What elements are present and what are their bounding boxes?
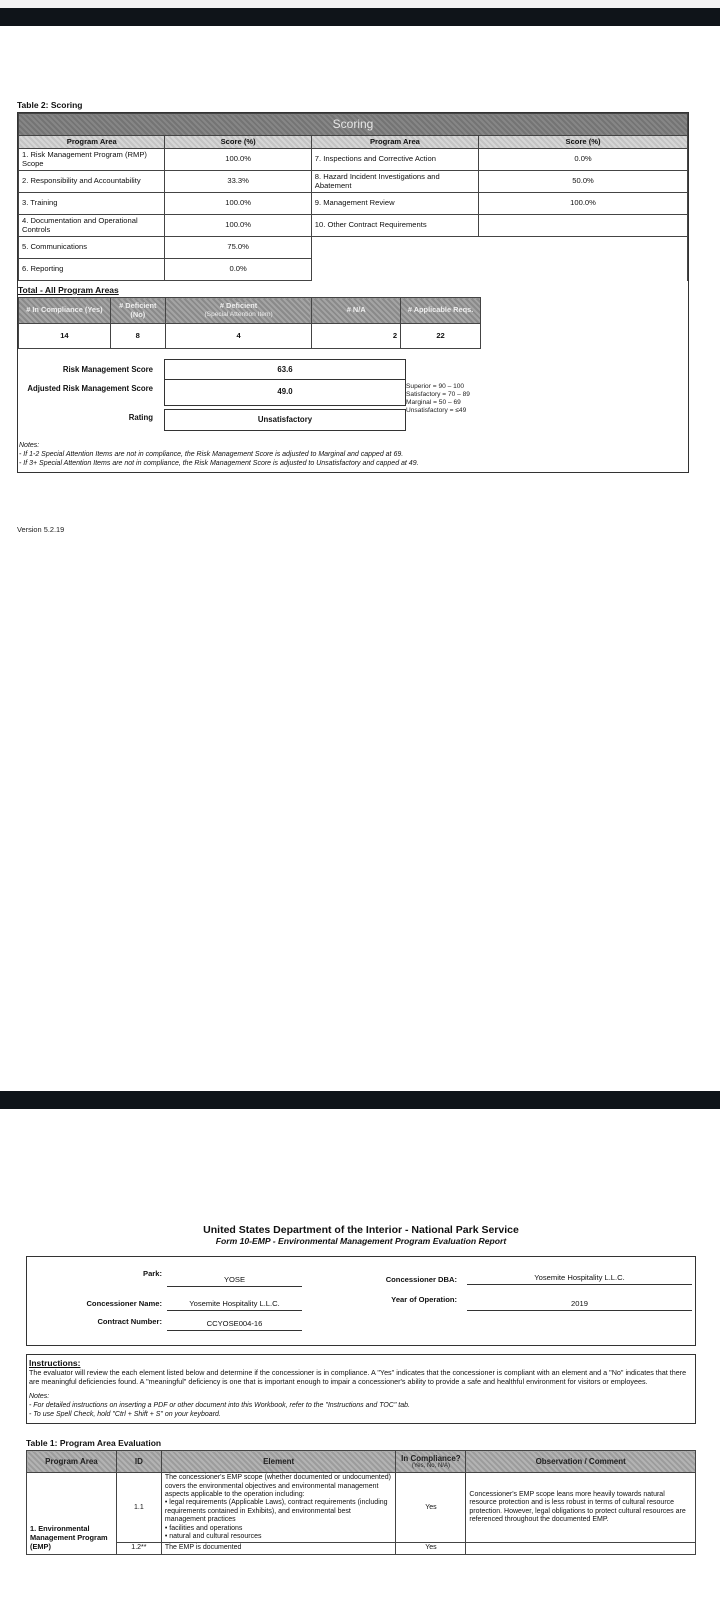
program-area-name: 10. Other Contract Requirements — [311, 215, 478, 237]
list-item — [165, 1525, 393, 1533]
program-area-name: 8. Hazard Incident Investigations and Abatement — [311, 171, 478, 193]
header-compliance-sub: (Yes, No, N/A) — [411, 1462, 450, 1469]
legend-item: Satisfactory = 70 – 89 — [406, 390, 470, 398]
legend-item: Unsatisfactory = ≤49 — [406, 406, 467, 414]
concessioner-info-box — [26, 1256, 696, 1346]
instructions-text: The evaluator will review the each element listed below and determine if the concessioner is in compliance. A "Yes" indicates that the concessioner is compliant with an element and a "No" indicates that there are meaningful deficiencies found. A "meaningful" deficiency is one that is important enough to impair a concessioner's ability to provide a safe and healthful environment for visitors or employees. — [29, 1368, 687, 1386]
table-row — [19, 149, 688, 171]
page-divider-bar — [0, 1091, 720, 1109]
legend-item: Marginal = 50 – 69 — [406, 398, 461, 406]
program-area-name: 6. Reporting — [19, 259, 165, 281]
page-divider-bar — [0, 8, 720, 26]
header-program-area: Program Area — [27, 1451, 117, 1473]
header-compliance-main: In Compliance? — [401, 1453, 461, 1463]
total-deficient-special: 4 — [165, 324, 312, 349]
program-area-score: 50.0% — [479, 171, 688, 193]
header-program-area: Program Area — [19, 136, 165, 149]
table-row — [19, 215, 688, 237]
note-item: - If 1-2 Special Attention Items are not in compliance, the Risk Management Score is adjusted to Marginal and capped at 69. — [19, 451, 404, 459]
header-program-area: Program Area — [311, 136, 478, 149]
rating-value: Unsatisfactory — [164, 409, 406, 431]
scoring-notes — [18, 439, 688, 472]
program-area-name: 1. Risk Management Program (RMP) Scope — [19, 149, 165, 171]
top-strip — [0, 0, 720, 8]
contract-number-field[interactable]: CCYOSE004-16 — [167, 1319, 302, 1331]
header-compliance — [396, 1451, 466, 1473]
program-area-score: 100.0% — [479, 193, 688, 215]
program-area-name: 9. Management Review — [311, 193, 478, 215]
program-area-name: 4. Documentation and Operational Controls — [19, 215, 165, 237]
program-area-cell: 1. Environmental Management Program (EMP) — [27, 1473, 117, 1555]
table-row — [27, 1473, 696, 1543]
total-applicable: 22 — [401, 324, 481, 349]
program-area-score: 100.0% — [165, 193, 311, 215]
report-title: United States Department of the Interior - National Park Service — [203, 1224, 519, 1236]
total-na: 2 — [312, 324, 401, 349]
table-row — [27, 1543, 696, 1554]
element-cell: The EMP is documented — [161, 1543, 396, 1554]
program-area-score: 100.0% — [165, 149, 311, 171]
adjusted-score-label: Adjusted Risk Management Score — [27, 384, 153, 393]
header-deficient-special-main: # Deficient — [219, 300, 258, 310]
instructions-notes — [29, 1392, 693, 1419]
table-row — [19, 237, 688, 259]
rating-label: Rating — [128, 413, 153, 422]
program-area-name: 7. Inspections and Corrective Action — [311, 149, 478, 171]
program-area-score: 0.0% — [479, 149, 688, 171]
header-observation: Observation / Comment — [466, 1451, 696, 1473]
note-item: - To use Spell Check, hold "Ctrl + Shift + S" on your keyboard. — [29, 1411, 221, 1419]
risk-section — [18, 359, 688, 439]
dba-field[interactable]: Yosemite Hospitality L.L.C. — [467, 1273, 692, 1285]
total-deficient: 8 — [110, 324, 165, 349]
program-area-score: 0.0% — [165, 259, 311, 281]
scoring-frame — [17, 112, 689, 473]
element-id: 1.2** — [116, 1543, 161, 1554]
dba-label: Concessioner DBA: — [385, 1275, 457, 1284]
risk-score-label: Risk Management Score — [62, 365, 153, 374]
evaluation-report-page — [26, 1224, 696, 1555]
program-area-score: 100.0% — [165, 215, 311, 237]
park-label: Park: — [143, 1269, 162, 1278]
compliance-cell[interactable]: Yes — [396, 1473, 466, 1543]
adjusted-score-value: 49.0 — [164, 380, 406, 406]
observation-cell[interactable] — [466, 1543, 696, 1554]
header-score: Score (%) — [165, 136, 311, 149]
contract-number-label: Contract Number: — [97, 1317, 162, 1326]
program-area-name: 2. Responsibility and Accountability — [19, 171, 165, 193]
element-cell — [161, 1473, 396, 1543]
concessioner-name-field[interactable]: Yosemite Hospitality L.L.C. — [167, 1299, 302, 1311]
list-item — [165, 1533, 393, 1541]
scoring-table — [18, 113, 688, 281]
header-applicable: # Applicable Reqs. — [401, 298, 481, 324]
totals-table — [18, 297, 481, 349]
program-area-score: 75.0% — [165, 237, 311, 259]
element-id: 1.1 — [116, 1473, 161, 1543]
bullet-text: facilities and operations — [169, 1524, 243, 1532]
table-row — [19, 171, 688, 193]
table-row — [19, 324, 481, 349]
header-deficient-special-sub: (Special Attention Item) — [204, 311, 273, 319]
instructions-box — [26, 1354, 696, 1424]
header-element: Element — [161, 1451, 396, 1473]
total-in-compliance: 14 — [19, 324, 111, 349]
header-na: # N/A — [312, 298, 401, 324]
scoring-page — [17, 100, 689, 473]
observation-cell[interactable]: Concessioner's EMP scope leans more heavily towards natural resource protection and is less robust in terms of cultural resource protection. However, legal obligations to protect cultural resources are referenced throughout the documented EMP. — [466, 1473, 696, 1543]
table-row — [19, 193, 688, 215]
total-heading: Total - All Program Areas — [18, 285, 119, 295]
notes-title: Notes: — [29, 1393, 50, 1400]
rating-legend — [406, 383, 470, 415]
note-item: - For detailed instructions on inserting a PDF or other document into this Workbook, refer to the "Instructions and TOC" tab. — [29, 1402, 410, 1410]
table-caption: Table 1: Program Area Evaluation — [26, 1438, 162, 1449]
instructions-heading: Instructions: — [29, 1358, 81, 1368]
notes-title: Notes: — [19, 442, 40, 449]
header-in-compliance: # In Compliance (Yes) — [19, 298, 111, 324]
table-caption: Table 2: Scoring — [17, 100, 83, 110]
element-bullets — [165, 1499, 393, 1541]
program-area-name: 3. Training — [19, 193, 165, 215]
year-field[interactable]: 2019 — [467, 1299, 692, 1311]
program-area-name: 5. Communications — [19, 237, 165, 259]
version-label: Version 5.2.19 — [17, 525, 65, 534]
header-score: Score (%) — [479, 136, 688, 149]
list-item — [165, 1499, 393, 1524]
program-area-evaluation-table — [26, 1450, 696, 1555]
bullet-text: legal requirements (Applicable Laws), contract requirements (including requirements contained in Exhibits), and environmental best management practices — [164, 1499, 388, 1524]
element-intro: The concessioner's EMP scope (whether documented or undocumented) covers the environmental objectives and environmental management aspects applicable to the operation including: — [164, 1474, 391, 1499]
park-field[interactable]: YOSE — [167, 1275, 302, 1287]
legend-item: Superior = 90 – 100 — [406, 383, 465, 390]
header-id: ID — [116, 1451, 161, 1473]
compliance-cell[interactable]: Yes — [396, 1543, 466, 1554]
program-area-score — [479, 215, 688, 237]
header-deficient: # Deficient (No) — [110, 298, 165, 324]
note-item: - If 3+ Special Attention Items are not in compliance, the Risk Management Score is adjusted to Unsatisfactory and capped at 49. — [19, 460, 419, 468]
program-area-score: 33.3% — [165, 171, 311, 193]
scoring-title: Scoring — [19, 114, 688, 136]
risk-score-value: 63.6 — [164, 359, 406, 380]
concessioner-name-label: Concessioner Name: — [86, 1299, 162, 1308]
bullet-text: natural and cultural resources — [169, 1533, 262, 1541]
report-subtitle: Form 10-EMP - Environmental Management Program Evaluation Report — [215, 1236, 507, 1246]
header-deficient-special — [165, 298, 312, 324]
year-label: Year of Operation: — [391, 1295, 457, 1304]
table-row — [19, 259, 688, 281]
